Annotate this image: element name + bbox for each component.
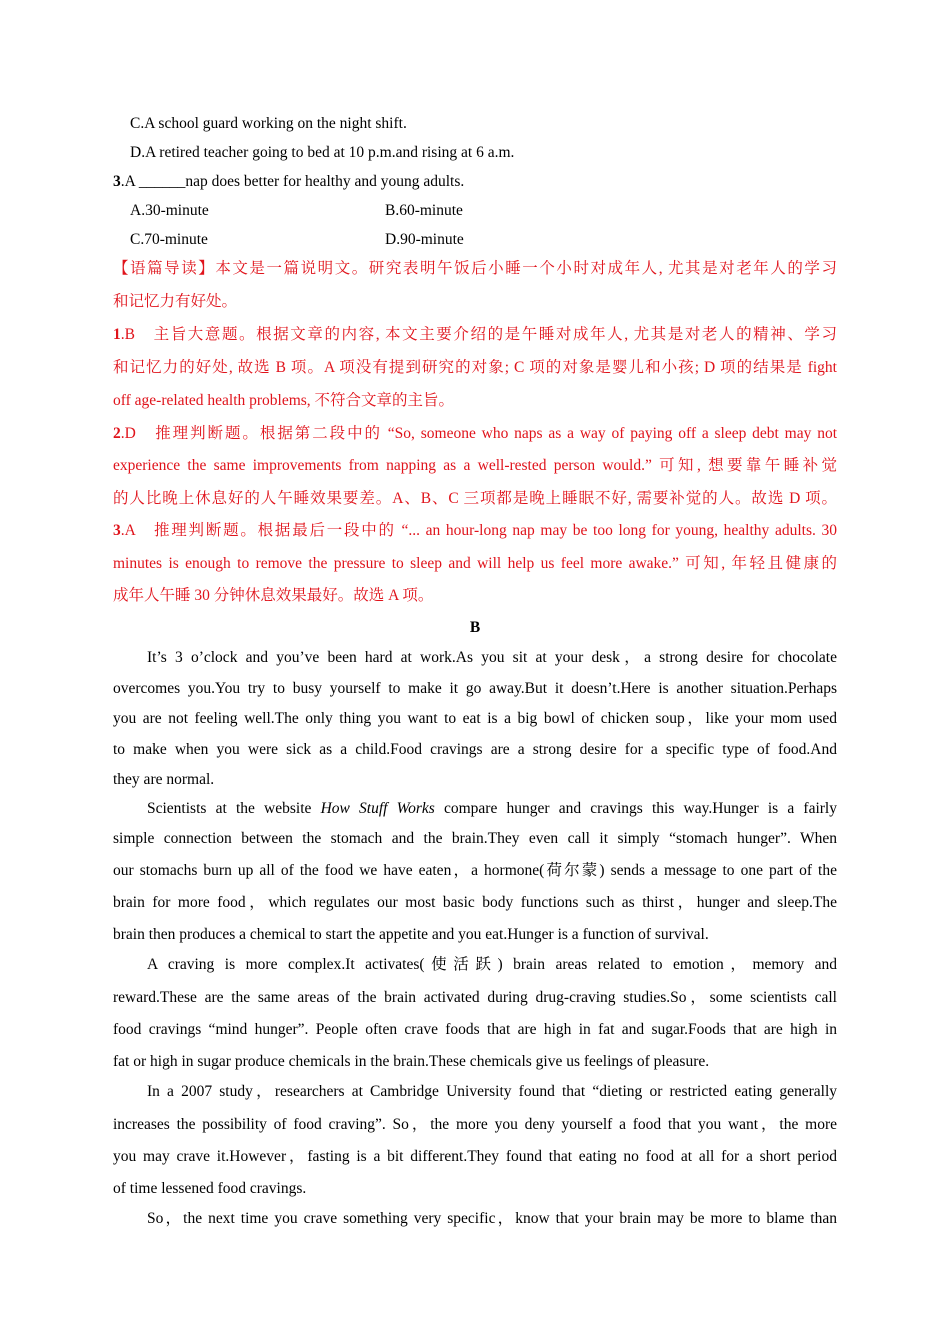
answer-1-line-1 [113,325,837,345]
para-3-line-4: fat or high in sugar produce chemicals in the brain.These chemicals give us feelings of pleasure. [113,1053,710,1070]
q3-stem [113,172,837,192]
answer-3-line-1 [113,521,837,541]
answer-3-number: 3 [113,522,121,539]
para-1-line-1: It’s 3 o’clock and you’ve been hard at work.As you sit at your desk，a strong desire for chocolate [147,649,837,666]
para-5-line-1: So，the next time you crave something very specific，know that your brain may be more to blame than [147,1210,837,1227]
answer-1-number: 1 [113,326,121,343]
passage-title: B [469,619,481,636]
para-2-line-4: brain for more food，which regulates our most basic body functions such as thirst，hunger and sleep.The [113,894,837,911]
answer-1-text: .B 主旨大意题。根据文章的内容, 本文主要介绍的是午睡对成年人, 尤其是对老人的精神、学习 [120,326,837,343]
answer-1-line-3: off age-related health problems, 不符合文章的主旨。 [113,392,455,409]
para-1-line-2: overcomes you.You try to busy yourself to make it go away.But it doesn’t.Here is another situation.Perhaps [113,680,837,697]
answer-2-line-1 [113,424,837,444]
q3-options-row-2 [130,230,854,250]
para-1-line-3: you are not feeling well.The only thing you want to eat is a big bowl of chicken soup，like your mom used [113,710,837,727]
q3-option-d: D.90-minute [385,231,464,248]
para-2-text-a: Scientists at the website [147,800,321,817]
para-4-line-3: you may crave it.However，fasting is a bit different.They found that eating no food at all for a short period [113,1148,837,1165]
answer-2-text: .D 推理判断题。根据第二段中的 “So, someone who naps as a way of paying off a sleep debt may not [120,425,837,442]
answer-2-line-3: 的人比晚上休息好的人午睡效果要差。A、B、C 三项都是晚上睡眠不好, 需要补觉的人。故选 D 项。 [113,490,837,507]
answer-2-number: 2 [113,425,121,442]
guide-line-1: 【语篇导读】本文是一篇说明文。研究表明午饭后小睡一个小时对成年人, 尤其是对老年人的学习 [113,260,837,277]
q3-option-b: B.60-minute [385,202,463,219]
q3-number: 3 [113,173,121,190]
answer-2-line-2: experience the same improvements from napping as a well-rested person would.” 可知, 想要靠午睡补觉 [113,457,837,474]
para-4-line-1: In a 2007 study，researchers at Cambridge University found that “dieting or restricted eating generally [147,1083,837,1100]
para-4-line-2: increases the possibility of food craving”. So，the more you deny yourself a food that you want，the more [113,1116,837,1133]
para-1-line-4: to make when you were sick as a child.Food cravings are a strong desire for a specific type of food.And [113,741,837,758]
para-2-line-5: brain then produces a chemical to start the appetite and you eat.Hunger is a function of survival. [113,926,709,943]
q3-option-a: A.30-minute [130,202,209,219]
para-2-line-1 [147,799,837,819]
q3-option-c: C.70-minute [130,231,208,248]
para-3-line-1: A craving is more complex.It activates(使活跃) brain areas related to emotion，memory and [147,956,837,973]
guide-line-2: 和记忆力有好处。 [113,293,238,310]
para-3-line-3: food cravings “mind hunger”. People often crave foods that are high in fat and sugar.Foods that are high in [113,1021,837,1038]
para-4-line-4: of time lessened food cravings. [113,1180,307,1197]
para-2-text-c: compare hunger and cravings this way.Hunger is a fairly [434,800,837,817]
website-name: How Stuff Works [320,800,435,817]
para-2-line-2: simple connection between the stomach and the brain.They even call it simply “stomach hunger”. When [113,830,837,847]
q2-option-d: D.A retired teacher going to bed at 10 p.m.and rising at 6 a.m. [130,144,515,161]
para-2-line-3: our stomachs burn up all of the food we have eaten，a hormone(荷尔蒙) sends a message to one part of the [113,862,837,879]
q2-option-c: C.A school guard working on the night shift. [130,115,407,132]
q3-options-row-1 [130,201,854,221]
answer-3-line-3: 成年人午睡 30 分钟休息效果最好。故选 A 项。 [113,587,434,604]
para-1-line-5: they are normal. [113,771,215,788]
q3-stem-text: .A ______nap does better for healthy and young adults. [120,173,465,190]
answer-3-line-2: minutes is enough to remove the pressure to sleep and will help us feel more awake.” 可知, 年轻且健康的 [113,555,837,572]
answer-1-line-2: 和记忆力的好处, 故选 B 项。A 项没有提到研究的对象; C 项的对象是婴儿和小孩; D 项的结果是 fight [113,359,837,376]
answer-3-text: .A 推理判断题。根据最后一段中的 “... an hour-long nap may be too long for young, healthy adults. 30 [120,522,837,539]
para-3-line-2: reward.These are the same areas of the brain activated during drug-craving studies.So，some scientists call [113,989,837,1006]
